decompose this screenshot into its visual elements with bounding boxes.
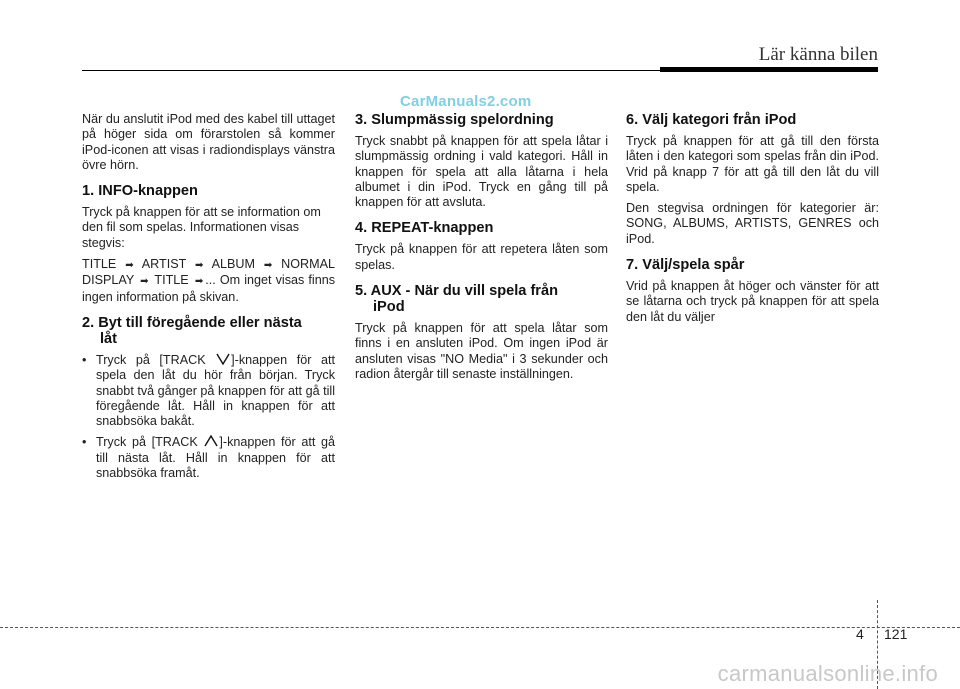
section-3-paragraph: Tryck snabbt på knappen för att spela låtar i slumpmässig ordning i vald kategori. Håll in knappen för spela att alla låtarna i hela albumet i din iPod. Tryck en gång till på knappen för att avsluta. [355,134,608,210]
section-1-sequence [82,257,335,305]
arrow-right-icon: ➡ [194,260,204,272]
section-5-heading-line1: 5. AUX - När du vill spela från [355,283,559,300]
site-watermark-link[interactable]: carmanualsonline.info [717,661,938,686]
column-1 [82,112,335,487]
section-7-heading: 7. Välj/spela spår [626,257,745,274]
section-2-heading-line1: 2. Byt till föregående eller nästa [82,314,302,331]
section-6-paragraph-2: Den stegvisa ordningen för kategorier är: SONG, ALBUMS, ARTISTS, GENRES och iPod. [626,201,879,246]
section-7-paragraph: Vrid på knappen åt höger och vänster för att se låtarna och tryck på knappen för att spela den låt du väljer [626,279,879,324]
section-5-paragraph: Tryck på knappen för att spela låtar som finns i en ansluten iPod. Om ingen iPod är ansluten visas "NO Media" i 3 sekunder och radion återgår till senaste inställningen. [355,321,608,381]
seq-item: NORMAL DISPLAY [82,257,336,288]
bullet-1-start: Tryck på [TRACK [96,352,206,367]
page-number: 121 [884,626,908,642]
chapter-number: 4 [856,626,864,642]
arrow-right-icon: ➡ [194,276,204,288]
section-4-paragraph: Tryck på knappen för att repetera låten som spelas. [355,242,608,272]
column-2 [355,112,608,388]
bullet-1-end: ]-knappen för att spela den låt du hör från början. Tryck snabbt två gånger på knappen för att gå till föregående låt. Håll in knappen för att snabbsöka bakåt. [96,352,335,429]
section-4-heading: 4. REPEAT-knappen [355,220,494,237]
footer-dashed-rule [0,627,960,628]
section-5-heading-line2: iPod [373,299,405,316]
seq-item: TITLE [82,257,117,272]
column-3 [626,112,879,331]
seq-item: TITLE [154,273,189,288]
section-6-paragraph-1: Tryck på knappen för att gå till den första låten i den kategori som spelas från din iPod. Vrid på knapp 7 för att gå till den låt du vill spela. [626,134,879,194]
arrow-right-icon: ➡ [263,260,273,272]
header-rule-thin [82,70,660,71]
bullet-2-end: ]-knappen för att gå till nästa låt. Håll in knappen för att snabbsöka framåt. [96,435,336,481]
section-3-heading: 3. Slumpmässig spelordning [355,112,554,128]
header-title: Lär känna bilen [758,44,878,65]
arrow-right-icon: ➡ [140,276,149,288]
arrow-right-icon: ➡ [125,260,134,272]
section-2-heading-line2: låt [100,330,118,347]
list-item [82,435,335,481]
chevron-down-icon [215,353,231,365]
chevron-up-icon [203,435,219,447]
intro-paragraph: När du anslutit iPod med des kabel till uttaget på höger sida om förarstolen så kommer iPod-iconen att visas i radiondisplays vänstra övre hörn. [82,112,335,172]
list-item [82,353,335,429]
section-1-paragraph: Tryck på knappen för att se information om den fil som spelas. Informationen visas stegvis: [82,205,321,250]
header-rule-thick [660,67,878,72]
section-2-heading [82,315,335,347]
bullet-2-start: Tryck på [TRACK [96,435,198,450]
seq-item: ALBUM [211,257,255,272]
section-6-heading: 6. Välj kategori från iPod [626,112,797,128]
seq-item: ... Om inget visas finns ingen information på skivan. [82,273,336,304]
watermark-link[interactable]: CarManuals2.com [400,93,532,110]
seq-item: ARTIST [141,257,187,272]
section-5-heading [355,283,608,315]
section-1-heading: 1. INFO-knappen [82,183,198,200]
